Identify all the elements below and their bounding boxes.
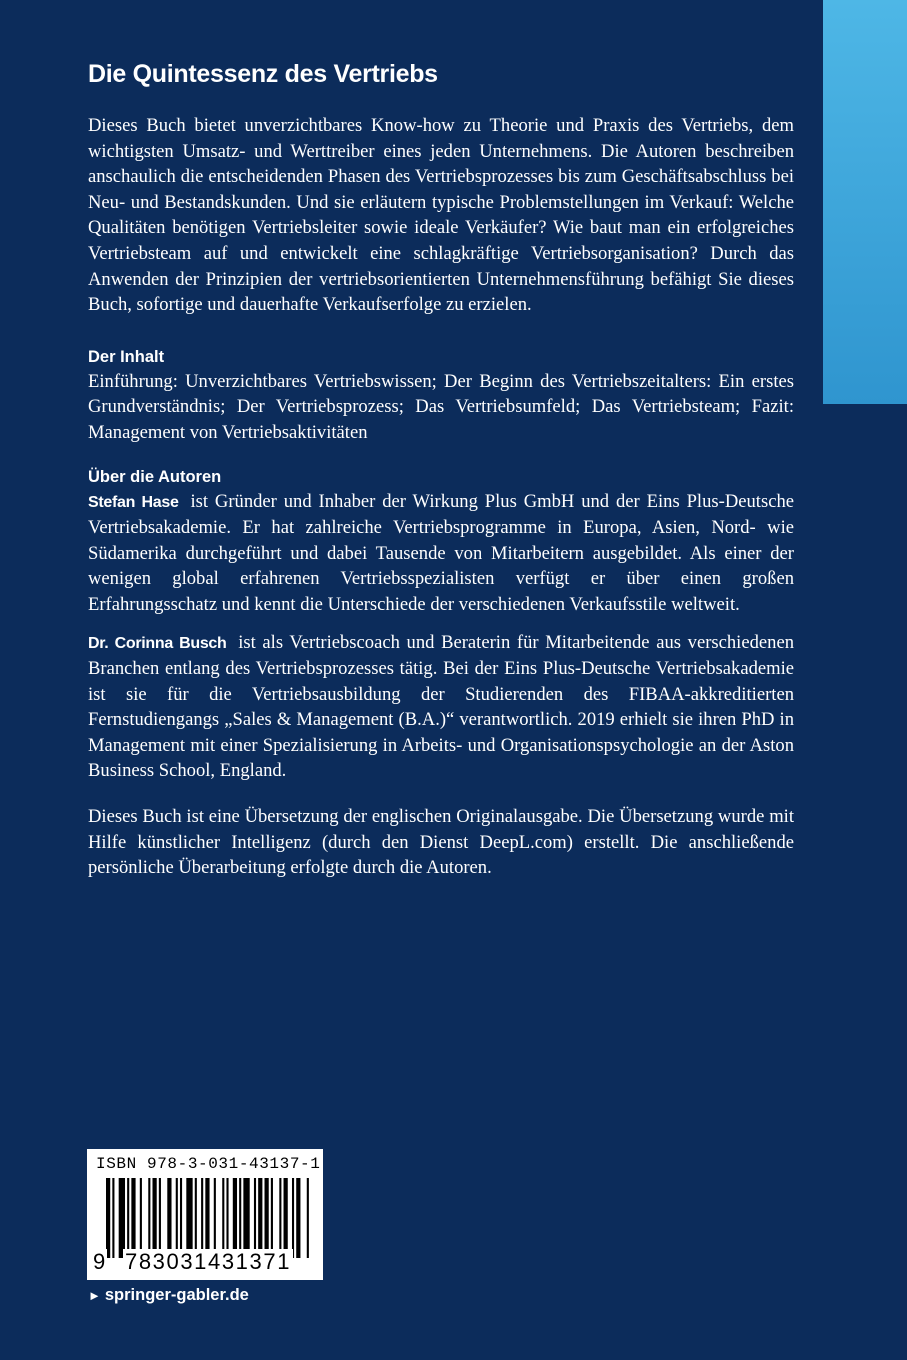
barcode-digit-first: 9 <box>93 1249 107 1274</box>
author-bio-2 <box>88 630 794 785</box>
barcode-bar <box>265 1178 269 1258</box>
barcode-bar <box>296 1178 300 1258</box>
back-cover-content <box>88 60 794 881</box>
contents-text: Einführung: Unverzichtbares Vertriebswissen; Der Beginn des Vertriebszeitalters: Ein erstes Grundverständnis; Der Vertriebsprozess; Das Vertriebsumfeld; Das Vertriebsteam; Fazit: Management von Vertriebsaktivitäten <box>88 370 794 443</box>
barcode-bar <box>271 1178 273 1258</box>
barcode-bar <box>279 1178 281 1258</box>
barcode-bar <box>148 1178 150 1258</box>
barcode-bar <box>176 1178 178 1258</box>
barcode-bar <box>140 1178 142 1258</box>
barcode-bar <box>131 1178 135 1258</box>
isbn-label: ISBN 978-3-031-43137-1 <box>96 1155 321 1173</box>
barcode-bar <box>258 1178 262 1258</box>
barcode-bar <box>195 1178 197 1258</box>
barcode-bar <box>239 1178 241 1258</box>
barcode-bar <box>222 1178 224 1258</box>
barcode-bar <box>233 1178 237 1258</box>
author-name-2: Dr. Corinna Busch <box>88 634 227 652</box>
intro-paragraph: Dieses Buch bietet unverzichtbares Know-how zu Theorie und Praxis des Vertriebs, dem wichtigsten Umsatz- und Werttreiber eines jeden Unternehmens. Die Autoren beschreiben anschaulich die entscheidenden Phasen des Vertriebsprozesses bis zum Geschäftsabschluss bei Neu- und Bestandskunden. Und sie erläutern typische Problemstellungen im Verkauf: Welche Qualitäten benötigen Vertriebsleiter sowie ideale Verkäufer? Wie baut man ein erfolgreiches Vertriebsteam auf und entwickelt eine schlagkräftige Vertriebsorganisation? Durch das Anwenden der Prinzipien der vertriebsorientierten Unternehmensführung befähigt Sie dieses Buch, sofortige und dauerhafte Verkaufserfolge zu erzielen. <box>88 115 794 316</box>
accent-bar <box>823 0 907 404</box>
translation-note: Dieses Buch ist eine Übersetzung der englischen Originalausgabe. Die Übersetzung wurde mit Hilfe künstlicher Intelligenz (durch den Dienst DeepL.com) erstellt. Die anschließende persönliche Überarbeitung erfolgte durch die Autoren. <box>88 806 794 879</box>
author-bio-text-1: ist Gründer und Inhaber der Wirkung Plus GmbH und der Eins Plus-Deutsche Vertriebsakademie. Er hat zahlreiche Vertriebsprogramme in Europa, Asien, Nord- wie Südamerika durchgeführt und dabei Tausende von Mitarbeitern ausgebildet. Als einer der wenigen global erfahrenen Vertriebsspezialisten verfügt er über einen großen Erfahrungsschatz und kennt die Unterschiede der verschiedenen Verkaufsstile weltweit. <box>88 490 795 615</box>
publisher-url: springer-gabler.de <box>104 1286 249 1304</box>
barcode-bar <box>284 1178 288 1258</box>
barcode-digits-rest: 783031431371 <box>125 1249 292 1274</box>
barcode-bar <box>243 1178 249 1258</box>
barcode-bar <box>167 1178 171 1258</box>
barcode-bar <box>307 1178 309 1258</box>
contents-heading: Der Inhalt <box>88 347 165 366</box>
publisher-link[interactable] <box>88 1286 249 1305</box>
authors-heading: Über die Autoren <box>88 467 222 486</box>
barcode-bar <box>292 1178 294 1258</box>
barcode-bar <box>159 1178 161 1258</box>
barcode-bar <box>254 1178 256 1258</box>
barcode-bar <box>112 1178 114 1258</box>
author-bio-1 <box>88 489 794 618</box>
barcode-bar <box>186 1178 192 1258</box>
barcode-bars <box>106 1178 311 1258</box>
barcode-bar <box>127 1178 129 1258</box>
cover-title: Die Quintessenz des Vertriebs <box>88 60 438 88</box>
author-name-1: Stefan Hase <box>88 493 179 511</box>
barcode-bar <box>106 1178 110 1258</box>
isbn-barcode <box>87 1149 323 1280</box>
barcode-bar <box>226 1178 228 1258</box>
arrow-right-icon: ► <box>88 1288 101 1303</box>
author-bio-text-2: ist als Vertriebscoach und Beraterin für Mitarbeitende aus verschiedenen Branchen entlang des Vertriebsprozesses tätig. Bei der Eins Plus-Deutsche Vertriebsakademie ist sie für die Vertriebsausbildung der Studierenden des FIBAA-akkreditierten Fernstudiengangs „Sales & Management (B.A.)“ verantwortlich. 2019 erhielt sie ihren PhD in Management mit einer Spezialisierung in Arbeits- und Organisationspsychologie an der Aston Business School, England. <box>88 631 794 782</box>
barcode-bar <box>214 1178 216 1258</box>
barcode-bar <box>180 1178 182 1258</box>
barcode-bar <box>201 1178 203 1258</box>
barcode-bar <box>119 1178 125 1258</box>
barcode-bar <box>205 1178 209 1258</box>
barcode-bar <box>152 1178 156 1258</box>
